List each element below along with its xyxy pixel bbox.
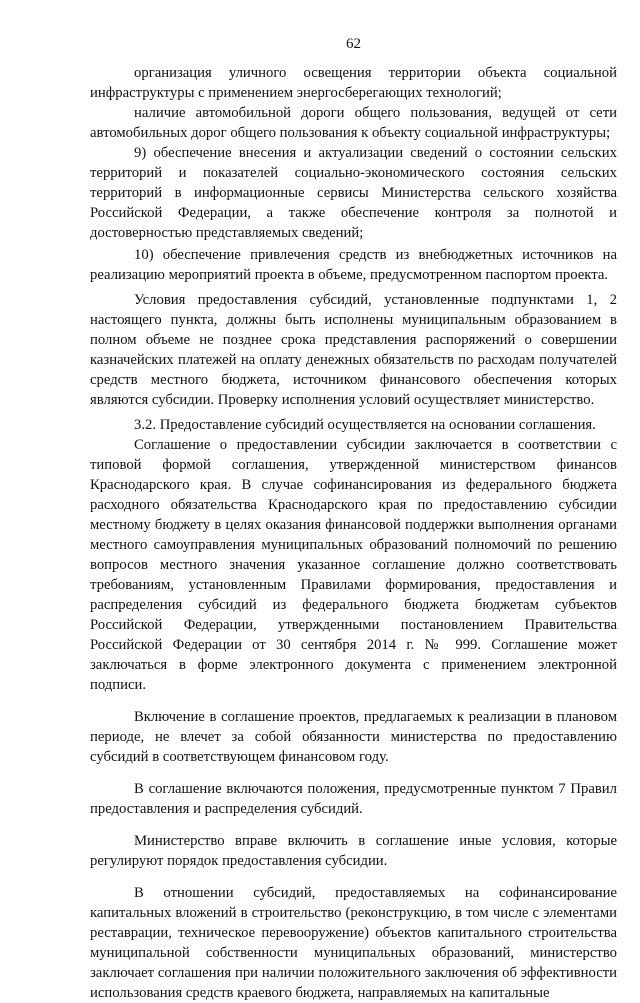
paragraph-planned-period: Включение в соглашение проектов, предлагаемых к реализации в плановом периоде, не влечет за собой обязанности министерства по предоставлению субсидий в соответствующем финансовом году. [90,709,617,765]
paragraph-additional-conditions: Министерство вправе включить в соглашение иные условия, которые регулируют порядок предоставления субсидии. [90,833,617,869]
paragraph-capital-investments: В отношении субсидий, предоставляемых на софинансирование капитальных вложений в строительство (реконструкцию, в том числе с элементами реставрации, техническое перевооружение) объектов капитального строительства муниципальной собственности муниципальных образований, министерство заключает соглашения при наличии положительного заключения об эффективности использования средств краевого бюджета, направляемых на капитальные [90,885,617,1001]
paragraph-item-9: 9) обеспечение внесения и актуализации сведений о состоянии сельских территорий и показателей социально-экономического состояния сельских территорий в информационные сервисы Министерства сельского хозяйства Российской Федерации, а также обеспечение контроля за полнотой и достоверностью представляемых сведений; [90,145,617,241]
paragraph-subsidy-conditions: Условия предоставления субсидий, установленные подпунктами 1, 2 настоящего пункта, должны быть исполнены муниципальным образованием в полном объеме не позднее срока представления распоряжений о совершении казначейских платежей на оплату денежных обязательств по расходам получателей средств местного бюджета, источником финансового обеспечения которых являются субсидии. Проверку исполнения условий осуществляет министерство. [90,292,617,408]
paragraph-section-3-2: 3.2. Предоставление субсидий осуществляется на основании соглашения. [134,417,596,433]
paragraph-street-lighting: организация уличного освещения территории объекта социальной инфраструктуры с применением энергосберегающих технологий; [90,65,617,101]
document-body [90,63,617,1003]
page-number: 62 [346,36,361,52]
paragraph-road-access: наличие автомобильной дороги общего пользования, ведущей от сети автомобильных дорог общего пользования к объекту социальной инфраструктуры; [90,105,617,141]
paragraph-item-10: 10) обеспечение привлечения средств из внебюджетных источников на реализацию мероприятий проекта в объеме, предусмотренном паспортом проекта. [90,247,617,283]
paragraph-agreement-form: Соглашение о предоставлении субсидии заключается в соответствии с типовой формой соглашения, утвержденной министерством финансов Краснодарского края. В случае софинансирования из федерального бюджета расходного обязательства Краснодарского края по предоставлению субсидии местному бюджету в целях оказания финансовой поддержки выполнения органами местного самоуправления муниципальных образований полномочий по решению вопросов местного значения указанное соглашение должно соответствовать требованиям, установленным Правилами формирования, предоставления и распределения субсидий из федерального бюджета бюджетам субъектов Российской Федерации, утвержденными постановлением Правительства Российской Федерации от 30 сентября 2014 г. № 999. Соглашение может заключаться в форме электронного документа с применением электронной подписи. [90,437,617,693]
paragraph-agreement-provisions: В соглашение включаются положения, предусмотренные пунктом 7 Правил предоставления и распределения субсидий. [90,781,617,817]
